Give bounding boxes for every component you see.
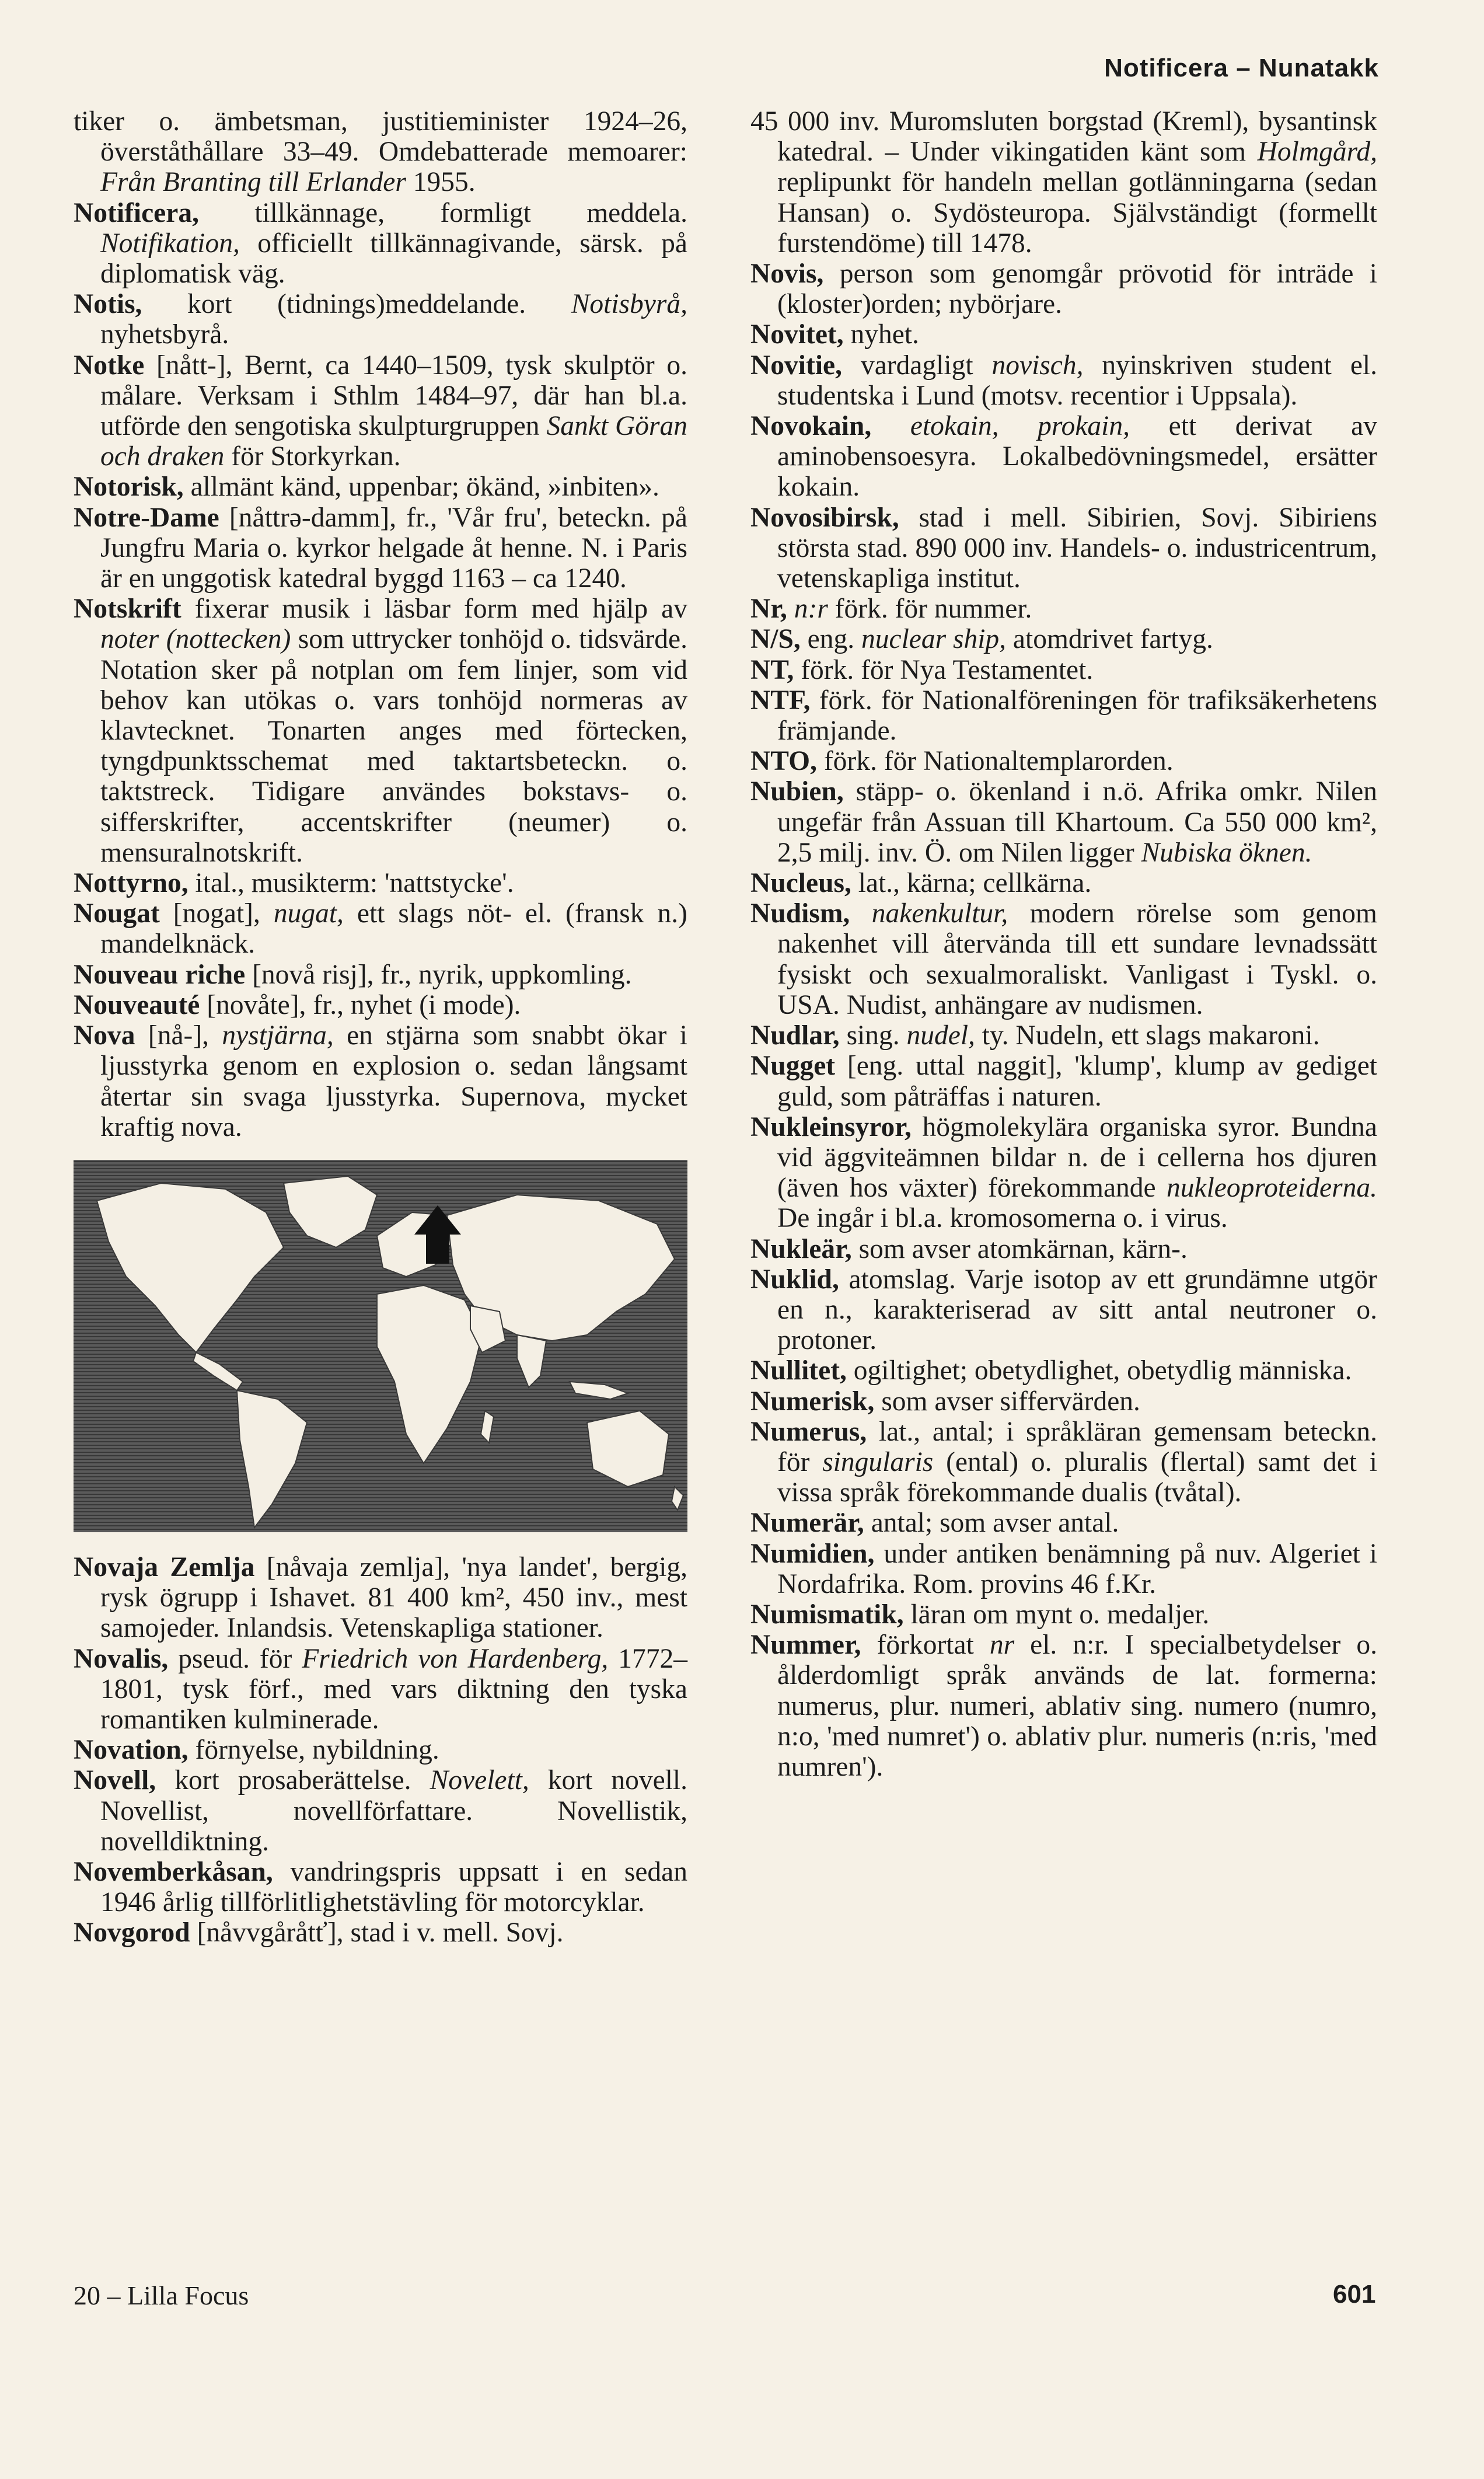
entry — [750, 594, 1377, 624]
entry-headword: Novis, — [750, 259, 824, 290]
entry-text: förkortat — [861, 1630, 990, 1661]
entry-tail: förk. för nummer. — [827, 594, 1032, 625]
entry-headword: Nullitet, — [750, 1355, 847, 1386]
entry-headword: Notke — [74, 350, 145, 381]
entry-tail: en stjärna som snabbt ökar i ljusstyrka genom en explosion o. sedan långsamt återtar sin svaga ljusstyrka. Supernova, mycket kraftig nova. — [100, 1020, 687, 1142]
entry — [74, 1020, 687, 1142]
entry-headword: Novemberkåsan, — [74, 1856, 273, 1887]
entry-italic: Sankt Göran och draken — [100, 411, 687, 472]
entry-tail: ty. Nudeln, ett slags makaroni. — [975, 1020, 1320, 1051]
entry — [750, 319, 1377, 350]
entry-text: [nåttrə-damm], fr., 'Vår fru', beteckn. på Jungfru Maria o. kyrkor helgade åt henne. N. i Paris är en unggotisk katedral byggd 1163 – ca 1240. — [100, 502, 687, 594]
entry — [74, 1644, 687, 1735]
entry — [750, 746, 1377, 776]
entry — [74, 990, 687, 1020]
entry-tail: officiellt tillkännagivande, särsk. på diplomatisk väg. — [100, 228, 687, 290]
entry-headword: Novitet, — [750, 319, 844, 350]
entry-text: [nåvvgåråtť], stad i v. mell. Sovj. — [190, 1917, 564, 1948]
entry-italic: n:r — [794, 594, 828, 625]
entry-headword: Numerisk, — [750, 1386, 875, 1417]
entry-headword: Nottyrno, — [74, 868, 188, 899]
entry-text: eng. — [800, 624, 862, 655]
entry — [750, 898, 1377, 1020]
entry-text: 45 000 inv. Muromsluten borgstad (Kreml), bysantinsk katedral. – Under vikingatiden känt som — [750, 106, 1377, 168]
entry-headword: NT, — [750, 654, 794, 685]
entry-text: tiker o. ämbetsman, justitieminister 1924–26, överståthållare 33–49. Omdebatterade memoarer: — [74, 106, 687, 168]
left-column — [74, 106, 687, 1948]
entry-headword: Nummer, — [750, 1630, 861, 1661]
entry — [750, 350, 1377, 411]
entry — [750, 624, 1377, 654]
entry — [750, 1539, 1377, 1599]
entry-text: nyhet. — [843, 319, 919, 350]
entry-text: fixerar musik i läsbar form med hjälp av — [181, 594, 687, 625]
entry-text: [nått-], Bernt, ca 1440–1509, tysk skulptör o. målare. Verksam i Sthlm 1484–97, där han bl.a. utförde den sengotiska skulpturgruppen — [100, 350, 687, 442]
entry — [750, 655, 1377, 685]
entry-tail: nyinskriven student el. studentska i Lund (motsv. recentior i Uppsala). — [777, 350, 1377, 411]
entry-tail: 1955. — [406, 167, 476, 198]
entry-italic: nystjärna, — [222, 1020, 334, 1051]
entry-headword: Novgorod — [74, 1917, 190, 1948]
entry — [750, 868, 1377, 898]
entry-tail: som uttrycker tonhöjd o. tidsvärde. Notation sker på notplan om fem linjer, som vid behov kan utökas o. vars tonhöjd normeras av klavtecknet. Tonarten anges med förtecken, tyngdpunktsschemat med taktartsbeteckn. o. taktstreck. Tidigare användes bokstavs- o. sifferskrifter, accentskrifter (neumer) o. mensuralnotskrift. — [100, 624, 687, 868]
entry-text: allmänt känd, uppenbar; ökänd, »inbiten». — [183, 472, 659, 503]
entry-italic: nugat, — [273, 898, 344, 929]
entry — [74, 289, 687, 350]
entry-text: vandringspris uppsatt i en sedan 1946 årlig tillförlitlighetstävling för motorcyklar. — [100, 1856, 687, 1918]
entry-italic: etokain, prokain, — [910, 411, 1130, 442]
entry-text: högmolekylära organiska syror. Bundna vid äggviteämnen bildar n. de i cellerna hos djuren (även hos växter) förekommande — [777, 1111, 1377, 1204]
entry — [74, 198, 687, 290]
entry-headword: Nuklid, — [750, 1264, 839, 1295]
entry-tail: De ingår i bl.a. kromosomerna o. i virus. — [777, 1203, 1228, 1234]
running-head: Notificera – Nunatakk — [1104, 54, 1379, 82]
entry-italic: nakenkultur, — [871, 898, 1008, 929]
entry-tail: modern rörelse som genom nakenhet vill återvända till ett sundare levnadssätt fysiskt och sexualmoraliskt. Vanligast i Tyskl. o. USA. Nudist, anhängare av nudismen. — [777, 898, 1378, 1020]
entry — [74, 350, 687, 472]
entry-headword: NTF, — [750, 685, 811, 716]
entry — [74, 472, 687, 502]
entry — [74, 106, 687, 198]
entry-tail: (ental) o. pluralis (flertal) samt det i vissa språk förekommande dualis (tvåtal). — [777, 1446, 1378, 1508]
entry-text: kort prosaberättelse. — [156, 1765, 430, 1796]
entry-headword: NTO, — [750, 746, 817, 777]
entry — [750, 685, 1377, 746]
entry-headword: Nouveauté — [74, 989, 200, 1020]
entry — [750, 411, 1377, 503]
entry — [74, 1857, 687, 1917]
entry-italic: nuclear ship, — [861, 624, 1007, 655]
entry-tail: för Storkyrkan. — [224, 441, 401, 472]
entry-headword: Nubien, — [750, 776, 844, 807]
entry-text: [novå risj], fr., nyrik, uppkomling. — [245, 959, 632, 990]
entry — [750, 259, 1377, 319]
entry-headword: Nougat — [74, 898, 160, 929]
entry — [74, 503, 687, 594]
entry-headword: Numerus, — [750, 1416, 867, 1447]
entry-text: [nåvaja zemlja], 'nya landet', bergig, rysk ögrupp i Ishavet. 81 400 km², 450 inv., mest samojeder. Inlandsis. Vetenskapliga stationer. — [100, 1551, 688, 1644]
entry-headword: Nudlar, — [750, 1020, 840, 1051]
entry-headword: Nouveau riche — [74, 959, 246, 990]
entry-headword: Notificera, — [74, 197, 199, 228]
entry — [74, 1735, 687, 1765]
entry — [750, 1508, 1377, 1538]
entry — [74, 868, 687, 898]
entry — [750, 1355, 1377, 1386]
entry — [74, 1917, 687, 1948]
entry — [750, 1599, 1377, 1630]
entry-headword: Numismatik, — [750, 1599, 904, 1630]
entry-headword: Novosibirsk, — [750, 502, 899, 533]
entry — [750, 1630, 1377, 1782]
entry-text — [871, 411, 910, 441]
entry-text: förnyelse, nybildning. — [188, 1735, 439, 1766]
entry-headword: Novalis, — [74, 1643, 169, 1674]
entry-italic: nr — [989, 1630, 1015, 1661]
entry-italic: nukleoproteiderna. — [1166, 1173, 1377, 1204]
entry-text: under antiken benämning på nuv. Algeriet i Nordafrika. Rom. provins 46 f.Kr. — [777, 1538, 1377, 1599]
footer-left-text: 20 – Lilla Focus — [74, 2281, 249, 2310]
world-map-illustration — [74, 1160, 687, 1532]
entry-text: [eng. uttal naggit], 'klump', klump av gediget guld, som påträffas i naturen. — [777, 1051, 1377, 1112]
entry-headword: Nugget — [750, 1051, 836, 1082]
entry-text: ogiltighet; obetydlighet, obetydlig människa. — [846, 1355, 1352, 1386]
entry-text: som avser siffervärden. — [874, 1386, 1140, 1417]
entry-text: tillkännage, formligt meddela. — [198, 197, 687, 228]
entry-italic: singularis — [822, 1446, 934, 1477]
entry-text: ital., musikterm: 'nattstycke'. — [188, 868, 514, 899]
entry-italic: novisch, — [991, 350, 1084, 381]
entry-headword: Nova — [74, 1020, 135, 1051]
entry-italic: Notisbyrå, — [571, 289, 687, 320]
entry-text: [nå-], — [135, 1020, 222, 1051]
entry-text: lat., antal; i språkläran gemensam beteckn. för — [777, 1416, 1377, 1477]
entry-headword: Numerär, — [750, 1508, 864, 1539]
footer-publication — [74, 2280, 249, 2311]
entry-headword: Nukleär, — [750, 1233, 852, 1264]
entry-headword: Nucleus, — [750, 868, 851, 899]
entry-text: sing. — [839, 1020, 907, 1051]
entry — [74, 898, 687, 959]
entry — [750, 106, 1377, 259]
entry — [750, 1051, 1377, 1111]
entry-text: stäpp- o. ökenland i n.ö. Afrika omkr. Nilen ungefär från Assuan till Khartoum. Ca 550 000 km², 2,5 milj. inv. Ö. om Nilen ligger — [777, 776, 1377, 868]
entry-italic: Holmgård, — [1257, 137, 1377, 168]
entry — [750, 1264, 1377, 1356]
entry-tail: ett slags nöt- el. (fransk n.) mandelknäck. — [100, 898, 687, 960]
entry-headword: Novation, — [74, 1735, 188, 1766]
entry — [74, 1552, 687, 1644]
entry-italic: Friedrich von Hardenberg, — [302, 1643, 609, 1674]
entry-headword: Notis, — [74, 289, 142, 320]
entry-headword: Novell, — [74, 1765, 156, 1796]
entry-tail: 1772–1801, tysk förf., med vars diktning den tyska romantiken kulminerade. — [100, 1643, 687, 1735]
entry-text — [850, 898, 872, 929]
entry-text: förk. för Nationalföreningen för trafiksäkerhetens främjande. — [777, 685, 1377, 747]
entry-text: förk. för Nya Testamentet. — [794, 654, 1094, 685]
entry — [750, 503, 1377, 594]
world-map-figure — [74, 1160, 687, 1532]
entry-headword: Notskrift — [74, 594, 181, 625]
entry-headword: Novitie, — [750, 350, 842, 381]
entry-headword: Notre-Dame — [74, 502, 219, 533]
entry-text: pseud. för — [168, 1643, 302, 1674]
entry-text: som avser atomkärnan, kärn-. — [851, 1233, 1188, 1264]
entry-headword: Numidien, — [750, 1538, 875, 1569]
entry-italic: noter (nottecken) — [100, 624, 291, 655]
entry-italic: Från Branting till Erlander — [100, 167, 406, 198]
entry — [750, 1020, 1377, 1051]
entry-text: atomslag. Varje isotop av ett grundämne utgör en n., karakteriserad av sitt antal neutroner o. protoner. — [777, 1264, 1377, 1356]
entry-text: stad i mell. Sibirien, Sovj. Sibiriens största stad. 890 000 inv. Handels- o. industricentrum, vetenskapliga institut. — [777, 502, 1377, 594]
entry-text: läran om mynt o. medaljer. — [903, 1599, 1210, 1630]
entry-text — [787, 594, 794, 624]
entry-headword: Novokain, — [750, 411, 872, 442]
entry — [750, 1417, 1377, 1508]
entry-headword: Notorisk, — [74, 472, 184, 503]
entry — [74, 594, 687, 868]
entry-headword: Novaja Zemlja — [74, 1551, 255, 1582]
entry — [750, 1386, 1377, 1417]
entry-headword: Nr, — [750, 594, 787, 625]
entry-text: förk. för Nationaltemplarorden. — [816, 746, 1174, 777]
entry-text: vardagligt — [841, 350, 992, 381]
entry-tail: kort novell. Novellist, novellförfattare. Novellistik, novelldiktning. — [100, 1765, 687, 1857]
entry-text: lat., kärna; cellkärna. — [851, 868, 1092, 899]
entry-tail: atomdrivet fartyg. — [1006, 624, 1213, 655]
entry — [750, 1234, 1377, 1264]
entry-tail: nyhetsbyrå. — [100, 319, 229, 350]
entry-tail: el. n:r. I specialbetydelser o. ålderdomligt språk används de lat. formerna: numerus, plur. numeri, ablativ sing. numero (numro, n:o, 'med numret') o. ablativ plur. numeris (n:ris, 'med numren'). — [777, 1630, 1377, 1782]
entry-headword: N/S, — [750, 624, 801, 655]
entry-italic: nudel, — [906, 1020, 975, 1051]
entry-tail: ett derivat av aminobensoesyra. Lokalbedövningsmedel, ersätter kokain. — [777, 411, 1378, 503]
page-number: 601 — [1333, 2280, 1376, 2309]
entry-tail: replipunkt för handeln mellan gotlänningarna (sedan Hansan) o. Sydösteuropa. Självständigt (formellt furstendöme) till 1478. — [777, 167, 1377, 259]
entry-text: [nogat], — [159, 898, 274, 929]
entry — [74, 1765, 687, 1857]
right-column — [750, 106, 1377, 1782]
entry — [74, 960, 687, 990]
entry-text: [novåte], fr., nyhet (i mode). — [200, 989, 521, 1020]
entry-text: antal; som avser antal. — [864, 1508, 1119, 1539]
entry-italic: Notifikation, — [100, 228, 240, 259]
entry-text: person som genomgår prövotid för inträde i (kloster)orden; nybörjare. — [777, 259, 1377, 320]
entry-italic: Novelett, — [430, 1765, 529, 1796]
entry — [750, 1112, 1377, 1234]
entry — [750, 776, 1377, 868]
entry-text: kort (tidnings)meddelande. — [142, 289, 571, 320]
entry-headword: Nukleinsyror, — [750, 1111, 912, 1142]
entry-headword: Nudism, — [750, 898, 850, 929]
entry-italic: Nubiska öknen. — [1141, 837, 1312, 868]
